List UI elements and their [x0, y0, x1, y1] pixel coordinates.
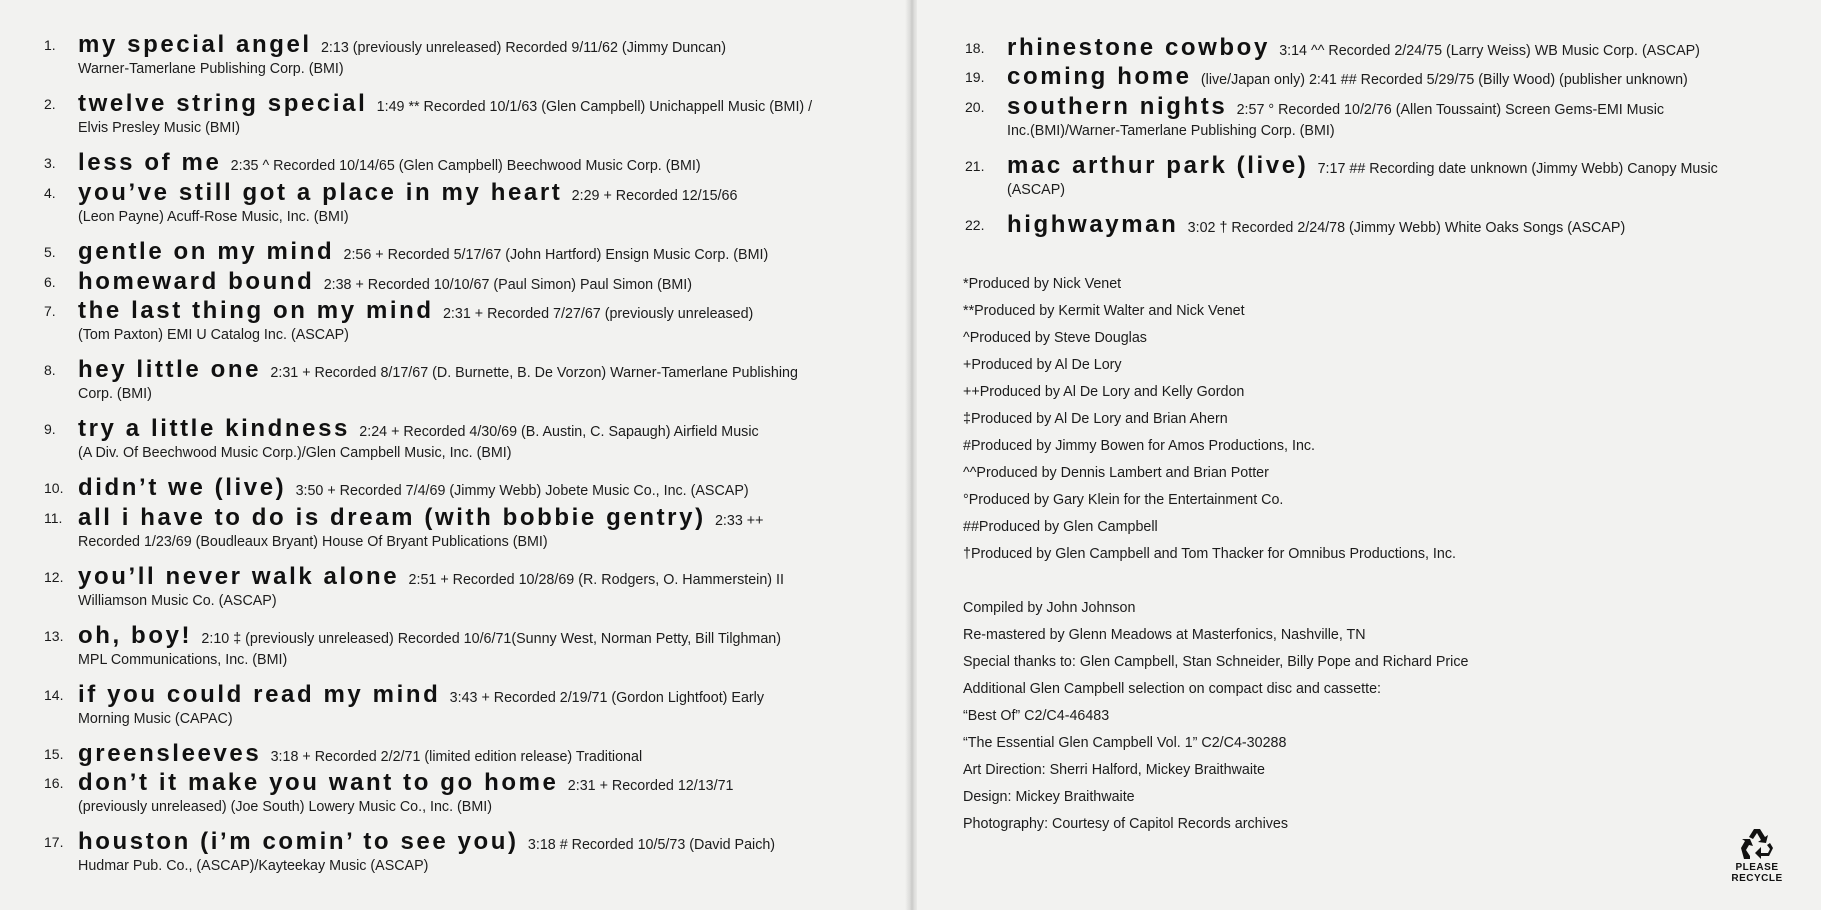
track-title: if you could read my mind	[78, 681, 441, 708]
track-title-line	[78, 473, 749, 506]
track-number: 18.	[965, 40, 985, 56]
track-number: 4.	[44, 185, 56, 201]
track-number: 5.	[44, 244, 56, 260]
track-detail: 1:49 ** Recorded 10/1/63 (Glen Campbell) Unichappell Music (BMI) /	[376, 99, 813, 115]
track-detail-continued: Morning Music (CAPAC)	[78, 711, 233, 727]
track-title: try a little kindness	[78, 415, 351, 442]
track-detail: 7:17 ## Recording date unknown (Jimmy Webb) Canopy Music	[1317, 161, 1718, 177]
producer-credit: ^Produced by Steve Douglas	[963, 330, 1147, 346]
track-title: oh, boy!	[78, 622, 193, 649]
track-detail-continued: Inc.(BMI)/Warner-Tamerlane Publishing Corp. (BMI)	[1007, 123, 1335, 139]
track-detail: 3:43 + Recorded 2/19/71 (Gordon Lightfoot) Early	[449, 690, 764, 706]
track-title: southern nights	[1007, 93, 1228, 120]
track-number: 22.	[965, 217, 985, 233]
track-detail: 3:50 + Recorded 7/4/69 (Jimmy Webb) Jobete Music Co., Inc. (ASCAP)	[295, 483, 749, 499]
track-title: mac arthur park (live)	[1007, 152, 1309, 179]
production-credit: “Best Of” C2/C4-46483	[963, 708, 1110, 724]
track-number: 12.	[44, 569, 64, 585]
track-detail: 2:10 ‡ (previously unreleased) Recorded 10/6/71(Sunny West, Norman Petty, Bill Tilghman)	[201, 631, 781, 647]
track-title: the last thing on my mind	[78, 297, 434, 324]
producer-credit: **Produced by Kermit Walter and Nick Venet	[963, 303, 1245, 319]
track-title: less of me	[78, 149, 222, 176]
track-detail: 3:18 + Recorded 2/2/71 (limited edition release) Traditional	[270, 749, 643, 765]
track-title: you’ll never walk alone	[78, 563, 400, 590]
production-credit: Design: Mickey Braithwaite	[963, 789, 1135, 805]
track-detail: 2:56 + Recorded 5/17/67 (John Hartford) Ensign Music Corp. (BMI)	[343, 247, 769, 263]
track-detail: 2:51 + Recorded 10/28/69 (R. Rodgers, O. Hammerstein) II	[408, 572, 784, 588]
track-title: greensleeves	[78, 740, 262, 767]
track-detail-continued: Corp. (BMI)	[78, 386, 152, 402]
track-detail: 3:14 ^^ Recorded 2/24/75 (Larry Weiss) WB Music Corp. (ASCAP)	[1279, 43, 1700, 59]
track-detail-continued: (previously unreleased) (Joe South) Lowery Music Co., Inc. (BMI)	[78, 799, 492, 815]
producer-credit: #Produced by Jimmy Bowen for Amos Productions, Inc.	[963, 438, 1316, 454]
producer-credit: ##Produced by Glen Campbell	[963, 519, 1158, 535]
producer-credit: †Produced by Glen Campbell and Tom Thacker for Omnibus Productions, Inc.	[963, 546, 1456, 562]
track-title: homeward bound	[78, 268, 315, 295]
track-number: 16.	[44, 775, 64, 791]
track-detail: 2:31 + Recorded 12/13/71	[567, 778, 734, 794]
track-detail: 2:24 + Recorded 4/30/69 (B. Austin, C. Sapaugh) Airfield Music	[359, 424, 759, 440]
track-number: 10.	[44, 480, 64, 496]
track-title: gentle on my mind	[78, 238, 335, 265]
track-detail: 2:57 ° Recorded 10/2/76 (Allen Toussaint) Screen Gems-EMI Music	[1236, 102, 1665, 118]
track-number: 1.	[44, 37, 56, 53]
track-detail: 2:35 ^ Recorded 10/14/65 (Glen Campbell) Beechwood Music Corp. (BMI)	[230, 158, 701, 174]
track-detail: 3:18 # Recorded 10/5/73 (David Paich)	[527, 837, 776, 853]
track-title-line	[1007, 62, 1688, 95]
recycle-icon	[1737, 826, 1777, 862]
track-detail: 3:02 † Recorded 2/24/78 (Jimmy Webb) White Oaks Songs (ASCAP)	[1187, 220, 1626, 236]
producer-credit: *Produced by Nick Venet	[963, 276, 1122, 292]
track-detail-continued: (Leon Payne) Acuff-Rose Music, Inc. (BMI)	[78, 209, 349, 225]
track-number: 13.	[44, 628, 64, 644]
track-number: 7.	[44, 303, 56, 319]
track-title: houston (i’m comin’ to see you)	[78, 828, 519, 855]
please-recycle-badge	[1717, 826, 1797, 884]
track-detail-continued: Warner-Tamerlane Publishing Corp. (BMI)	[78, 61, 344, 77]
track-detail: 2:31 + Recorded 7/27/67 (previously unreleased)	[442, 306, 754, 322]
recycle-text-line2: RECYCLE	[1731, 873, 1783, 884]
track-detail-continued: MPL Communications, Inc. (BMI)	[78, 652, 288, 668]
track-number: 14.	[44, 687, 64, 703]
track-title-line	[1007, 210, 1625, 243]
recycle-text-line1: PLEASE	[1735, 862, 1779, 873]
track-number: 20.	[965, 99, 985, 115]
production-credit: Re-mastered by Glenn Meadows at Masterfonics, Nashville, TN	[963, 627, 1366, 643]
track-number: 8.	[44, 362, 56, 378]
track-title: all i have to do is dream (with bobbie gentry)	[78, 504, 706, 531]
track-detail-continued: Hudmar Pub. Co., (ASCAP)/Kayteekay Music (ASCAP)	[78, 858, 429, 874]
producer-credit: +Produced by Al De Lory	[963, 357, 1122, 373]
track-title: hey little one	[78, 356, 262, 383]
track-title: my special angel	[78, 31, 312, 58]
track-title-line	[78, 237, 768, 270]
track-number: 2.	[44, 96, 56, 112]
track-number: 3.	[44, 155, 56, 171]
producer-credit: ++Produced by Al De Lory and Kelly Gordon	[963, 384, 1245, 400]
track-detail-continued: (ASCAP)	[1007, 182, 1065, 198]
track-number: 6.	[44, 274, 56, 290]
production-credit: Compiled by John Johnson	[963, 600, 1136, 616]
track-detail-continued: (A Div. Of Beechwood Music Corp.)/Glen Campbell Music, Inc. (BMI)	[78, 445, 512, 461]
track-detail-continued: (Tom Paxton) EMI U Catalog Inc. (ASCAP)	[78, 327, 349, 343]
track-detail: 2:13 (previously unreleased) Recorded 9/11/62 (Jimmy Duncan)	[320, 40, 726, 56]
track-number: 15.	[44, 746, 64, 762]
track-number: 9.	[44, 421, 56, 437]
track-detail: 2:31 + Recorded 8/17/67 (D. Burnette, B. De Vorzon) Warner-Tamerlane Publishing	[270, 365, 798, 381]
production-credit: Additional Glen Campbell selection on compact disc and cassette:	[963, 681, 1382, 697]
track-detail-continued: Elvis Presley Music (BMI)	[78, 120, 241, 136]
right-page	[917, 0, 1821, 910]
producer-credit: °Produced by Gary Klein for the Entertainment Co.	[963, 492, 1284, 508]
track-title: rhinestone cowboy	[1007, 34, 1270, 61]
track-title: don’t it make you want to go home	[78, 769, 559, 796]
track-title: coming home	[1007, 63, 1192, 90]
track-detail: 2:38 + Recorded 10/10/67 (Paul Simon) Paul Simon (BMI)	[323, 277, 693, 293]
track-title-line	[78, 148, 701, 181]
track-title: highwayman	[1007, 211, 1179, 238]
track-detail-continued: Williamson Music Co. (ASCAP)	[78, 593, 277, 609]
producer-credit: ^^Produced by Dennis Lambert and Brian Potter	[963, 465, 1269, 481]
track-title: didn’t we (live)	[78, 474, 287, 501]
producer-credit: ‡Produced by Al De Lory and Brian Ahern	[963, 411, 1228, 427]
track-detail-continued: Recorded 1/23/69 (Boudleaux Bryant) House Of Bryant Publications (BMI)	[78, 534, 548, 550]
production-credit: Photography: Courtesy of Capitol Records archives	[963, 816, 1289, 832]
track-title: twelve string special	[78, 90, 368, 117]
track-title-line	[78, 355, 798, 388]
track-detail: 2:29 + Recorded 12/15/66	[571, 188, 738, 204]
track-number: 21.	[965, 158, 985, 174]
production-credit: “The Essential Glen Campbell Vol. 1” C2/C4-30288	[963, 735, 1287, 751]
track-title: you’ve still got a place in my heart	[78, 179, 563, 206]
track-number: 17.	[44, 834, 64, 850]
production-credit: Special thanks to: Glen Campbell, Stan Schneider, Billy Pope and Richard Price	[963, 654, 1469, 670]
production-credit: Art Direction: Sherri Halford, Mickey Braithwaite	[963, 762, 1265, 778]
track-detail: (live/Japan only) 2:41 ## Recorded 5/29/75 (Billy Wood) (publisher unknown)	[1200, 72, 1688, 88]
track-number: 11.	[44, 510, 63, 526]
track-detail: 2:33 ++	[714, 513, 764, 529]
track-number: 19.	[965, 69, 985, 85]
track-title-line	[1007, 151, 1718, 184]
